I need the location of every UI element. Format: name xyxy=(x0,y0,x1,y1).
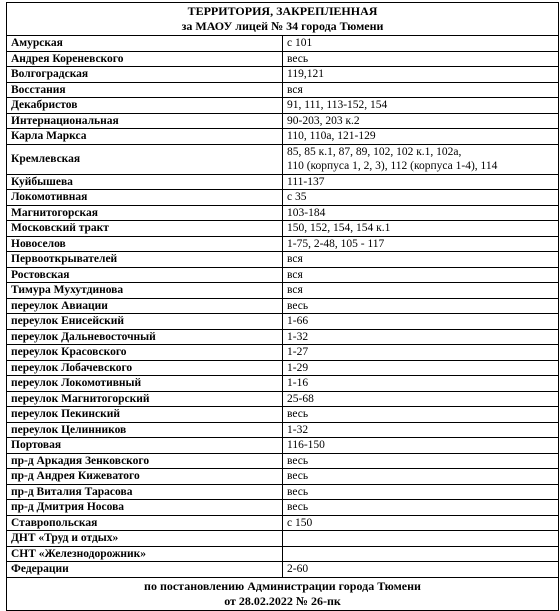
house-numbers xyxy=(283,546,559,562)
house-numbers: весь xyxy=(283,51,559,67)
street-name: пр-д Аркадия Зенковского xyxy=(7,453,283,469)
table-row xyxy=(7,438,559,454)
table-row xyxy=(7,205,559,221)
resolution-line: по постановлению Администрации города Тюмени xyxy=(144,578,421,593)
street-name: переулок Локомотивный xyxy=(7,376,283,392)
house-numbers: 1-66 xyxy=(283,314,559,330)
table-row xyxy=(7,515,559,531)
house-numbers: 1-16 xyxy=(283,376,559,392)
table-row xyxy=(7,484,559,500)
house-numbers: 91, 111, 113-152, 154 xyxy=(283,98,559,114)
territory-table xyxy=(6,2,559,611)
street-name: Локомотивная xyxy=(7,190,283,206)
house-numbers-line: 85, 85 к.1, 87, 89, 102, 102 к.1, 102а, xyxy=(287,146,462,158)
footer-cell xyxy=(7,577,559,610)
street-name: Волгоградская xyxy=(7,67,283,83)
table-row xyxy=(7,531,559,547)
table-row xyxy=(7,221,559,237)
house-numbers-line: 110 (корпуса 1, 2, 3), 112 (корпуса 1-4), 114 xyxy=(287,160,498,172)
table-row xyxy=(7,144,559,174)
table-row xyxy=(7,82,559,98)
table-row xyxy=(7,314,559,330)
table-row xyxy=(7,113,559,129)
house-numbers: 111-137 xyxy=(283,174,559,190)
table-row xyxy=(7,329,559,345)
table-row xyxy=(7,345,559,361)
table-row xyxy=(7,67,559,83)
street-name: Амурская xyxy=(7,36,283,52)
house-numbers: вся xyxy=(283,267,559,283)
street-name: пр-д Виталия Тарасова xyxy=(7,484,283,500)
street-name: Тимура Мухутдинова xyxy=(7,283,283,299)
street-name: Первооткрывателей xyxy=(7,252,283,268)
table-row xyxy=(7,51,559,67)
street-name: пр-д Андрея Кижеватого xyxy=(7,469,283,485)
house-numbers: 25-68 xyxy=(283,391,559,407)
table-row xyxy=(7,36,559,52)
house-numbers: 1-32 xyxy=(283,329,559,345)
house-numbers: весь xyxy=(283,469,559,485)
street-name: переулок Целинников xyxy=(7,422,283,438)
house-numbers: 1-27 xyxy=(283,345,559,361)
street-name: переулок Пекинский xyxy=(7,407,283,423)
table-row xyxy=(7,376,559,392)
table-row xyxy=(7,407,559,423)
street-name: Новоселов xyxy=(7,236,283,252)
house-numbers: весь xyxy=(283,298,559,314)
table-row xyxy=(7,129,559,145)
street-name: переулок Красовского xyxy=(7,345,283,361)
street-name: Портовая xyxy=(7,438,283,454)
street-name: Андрея Кореневского xyxy=(7,51,283,67)
house-numbers: весь xyxy=(283,407,559,423)
header-cell xyxy=(7,3,559,36)
street-name: переулок Магнитогорский xyxy=(7,391,283,407)
house-numbers: весь xyxy=(283,484,559,500)
street-name: переулок Авиации xyxy=(7,298,283,314)
table-row xyxy=(7,546,559,562)
house-numbers: 1-32 xyxy=(283,422,559,438)
house-numbers: с 101 xyxy=(283,36,559,52)
house-numbers: 2-60 xyxy=(283,562,559,578)
house-numbers: вся xyxy=(283,252,559,268)
house-numbers xyxy=(283,531,559,547)
table-row xyxy=(7,267,559,283)
street-name: пр-д Дмитрия Носова xyxy=(7,500,283,516)
table-row xyxy=(7,298,559,314)
house-numbers xyxy=(283,144,559,174)
table-row xyxy=(7,190,559,206)
table-header xyxy=(7,3,559,36)
table-row xyxy=(7,174,559,190)
table-row xyxy=(7,283,559,299)
street-name: переулок Лобачевского xyxy=(7,360,283,376)
house-numbers: 1-75, 2-48, 105 - 117 xyxy=(283,236,559,252)
table-row xyxy=(7,469,559,485)
street-name: Московский тракт xyxy=(7,221,283,237)
street-name: переулок Дальневосточный xyxy=(7,329,283,345)
table-row xyxy=(7,252,559,268)
house-numbers: 103-184 xyxy=(283,205,559,221)
street-name: Магнитогорская xyxy=(7,205,283,221)
table-row xyxy=(7,422,559,438)
house-numbers: весь xyxy=(283,453,559,469)
street-name: Интернациональная xyxy=(7,113,283,129)
table-row xyxy=(7,236,559,252)
street-name: Куйбышева xyxy=(7,174,283,190)
house-numbers: с 150 xyxy=(283,515,559,531)
house-numbers: весь xyxy=(283,500,559,516)
house-numbers: вся xyxy=(283,283,559,299)
street-name: Кремлевская xyxy=(7,144,283,174)
house-numbers: 116-150 xyxy=(283,438,559,454)
house-numbers: 1-29 xyxy=(283,360,559,376)
street-name: Федерации xyxy=(7,562,283,578)
house-numbers: 110, 110а, 121-129 xyxy=(283,129,559,145)
street-name: ДНТ «Труд и отдых» xyxy=(7,531,283,547)
table-row xyxy=(7,360,559,376)
street-name: Ростовская xyxy=(7,267,283,283)
territory-sheet xyxy=(6,2,559,611)
street-name: Восстания xyxy=(7,82,283,98)
table-row xyxy=(7,453,559,469)
street-name: Карла Маркса xyxy=(7,129,283,145)
street-name: СНТ «Железнодорожник» xyxy=(7,546,283,562)
document-title: ТЕРРИТОРИЯ, ЗАКРЕПЛЕННАЯ xyxy=(187,4,378,18)
street-name: Ставропольская xyxy=(7,515,283,531)
resolution-date: от 28.02.2022 № 26-пк xyxy=(224,593,341,608)
table-footer xyxy=(7,577,559,610)
table-row xyxy=(7,500,559,516)
table-row xyxy=(7,98,559,114)
house-numbers: 150, 152, 154, 154 к.1 xyxy=(283,221,559,237)
street-name: Декабристов xyxy=(7,98,283,114)
table-row xyxy=(7,391,559,407)
house-numbers: вся xyxy=(283,82,559,98)
house-numbers: с 35 xyxy=(283,190,559,206)
document-subtitle: за МАОУ лицей № 34 города Тюмени xyxy=(181,19,384,33)
house-numbers: 90-203, 203 к.2 xyxy=(283,113,559,129)
street-name: переулок Енисейский xyxy=(7,314,283,330)
table-row xyxy=(7,562,559,578)
house-numbers: 119,121 xyxy=(283,67,559,83)
